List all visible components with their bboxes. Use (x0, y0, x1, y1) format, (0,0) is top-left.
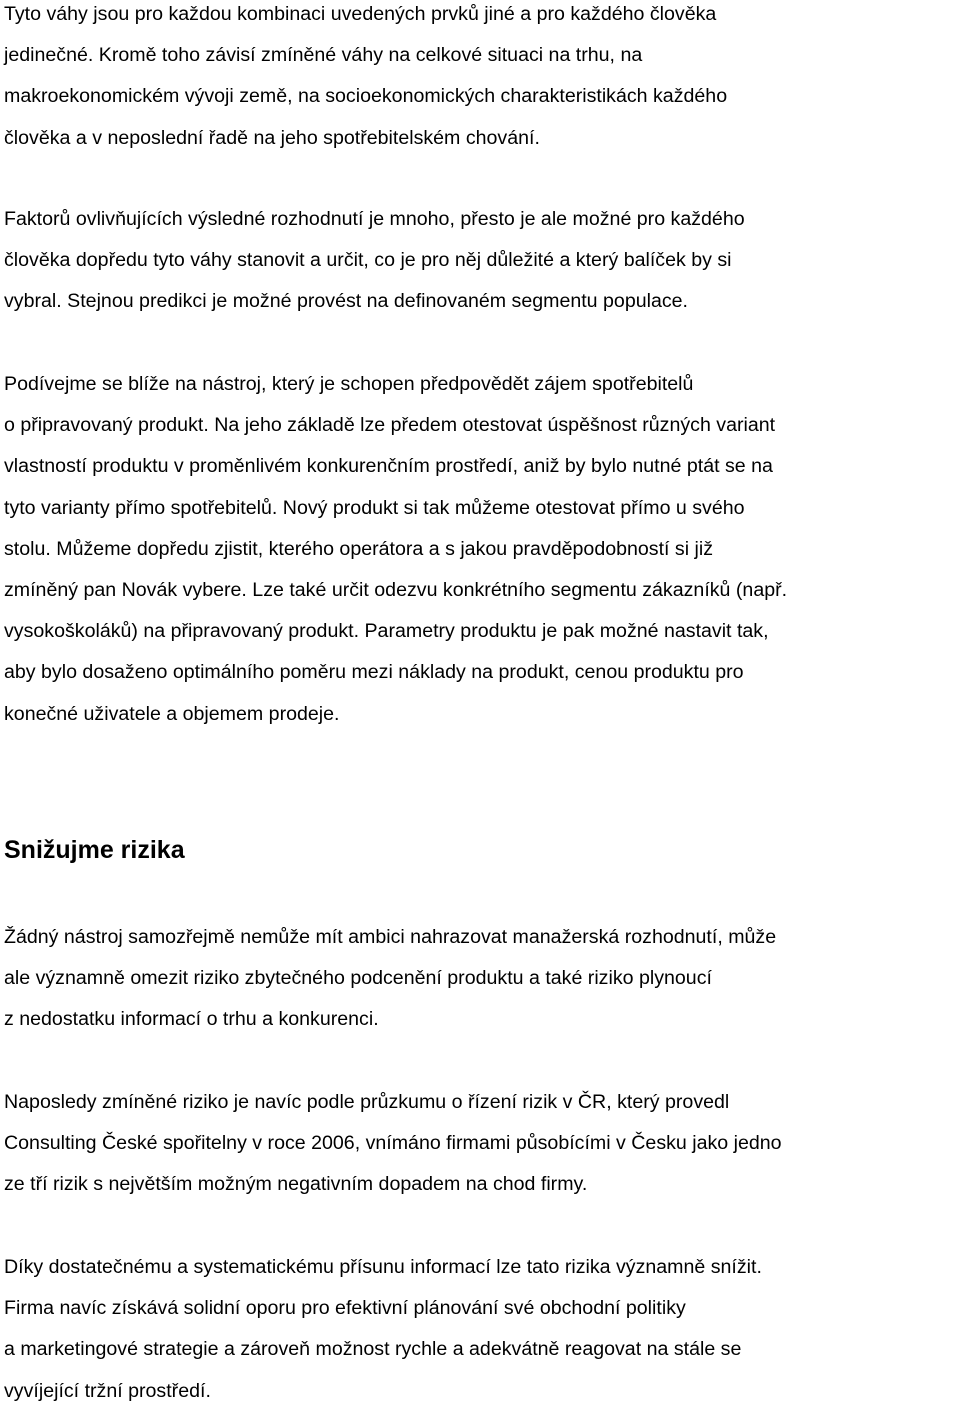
paragraph-3-line-3: vlastností produktu v proměnlivém konkurenčním prostředí, aniž by bylo nutné ptát se na (4, 455, 773, 478)
paragraph-2-line-3: vybral. Stejnou predikci je možné provést na definovaném segmentu populace. (4, 290, 689, 313)
paragraph-5-line-1: Naposledy zmíněné riziko je navíc podle průzkumu o řízení rizik v ČR, který provedl (4, 1091, 730, 1113)
paragraph-1-line-4: člověka a v neposlední řadě na jeho spotřebitelském chování. (4, 126, 540, 149)
paragraph-3-line-5: stolu. Můžeme dopředu zjistit, kterého operátora a s jakou pravděpodobností si již (4, 537, 714, 560)
paragraph-4-line-2: ale významně omezit riziko zbytečného podcenění produktu a také riziko plynoucí (4, 967, 712, 990)
paragraph-4-line-3: z nedostatku informací o trhu a konkurenci. (4, 1008, 379, 1031)
paragraph-6-line-2: Firma navíc získává solidní oporu pro efektivní plánování své obchodní politiky (4, 1297, 686, 1320)
paragraph-4-line-1: Žádný nástroj samozřejmě nemůže mít ambici nahrazovat manažerská rozhodnutí, může (4, 926, 777, 948)
paragraph-2-line-1: Faktorů ovlivňujících výsledné rozhodnutí je mnoho, přesto je ale možné pro každého (4, 208, 745, 230)
paragraph-1-line-2: jedinečné. Kromě toho závisí zmíněné váhy na celkové situaci na trhu, na (4, 44, 643, 67)
paragraph-1-line-1: Tyto váhy jsou pro každou kombinaci uvedených prvků jiné a pro každého člověka (4, 3, 717, 25)
paragraph-3 (4, 364, 787, 735)
paragraph-6-line-4: vyvíjející tržní prostředí. (4, 1379, 211, 1402)
paragraph-3-line-1: Podívejme se blíže na nástroj, který je schopen předpovědět zájem spotřebitelů (4, 373, 694, 395)
paragraph-1 (4, 0, 727, 159)
paragraph-5-line-3: ze tří rizik s největším možným negativním dopadem na chod firmy. (4, 1173, 588, 1196)
paragraph-2-line-2: člověka dopředu tyto váhy stanovit a určit, co je pro něj důležité a který balíček by si (4, 249, 732, 272)
paragraph-5-line-2: Consulting České spořitelny v roce 2006, vnímáno firmami působícími v Česku jako jedno (4, 1132, 782, 1155)
paragraph-2 (4, 199, 745, 323)
paragraph-3-line-7: vysokoškoláků) na připravovaný produkt. Parametry produktu je pak možné nastavit tak, (4, 620, 769, 643)
paragraph-3-line-2: o připravovaný produkt. Na jeho základě lze předem otestovat úspěšnost různých variant (4, 414, 776, 437)
paragraph-3-line-6: zmíněný pan Novák vybere. Lze také určit odezvu konkrétního segmentu zákazníků (např. (4, 579, 788, 602)
paragraph-6-line-1: Díky dostatečnému a systematickému přísunu informací lze tato rizika významně snížit. (4, 1256, 762, 1278)
paragraph-4 (4, 917, 776, 1041)
paragraph-3-line-4: tyto varianty přímo spotřebitelů. Nový produkt si tak můžeme otestovat přímo u svého (4, 496, 745, 519)
section-heading: Snižujme rizika (4, 836, 185, 864)
paragraph-6-line-3: a marketingové strategie a zároveň možnost rychle a adekvátně reagovat na stále se (4, 1338, 742, 1361)
paragraph-6 (4, 1247, 762, 1412)
paragraph-5 (4, 1082, 782, 1206)
paragraph-3-line-9: konečné uživatele a objemem prodeje. (4, 702, 340, 725)
paragraph-3-line-8: aby bylo dosaženo optimálního poměru mezi náklady na produkt, cenou produktu pro (4, 661, 744, 684)
paragraph-1-line-3: makroekonomickém vývoji země, na socioekonomických charakteristikách každého (4, 85, 728, 108)
